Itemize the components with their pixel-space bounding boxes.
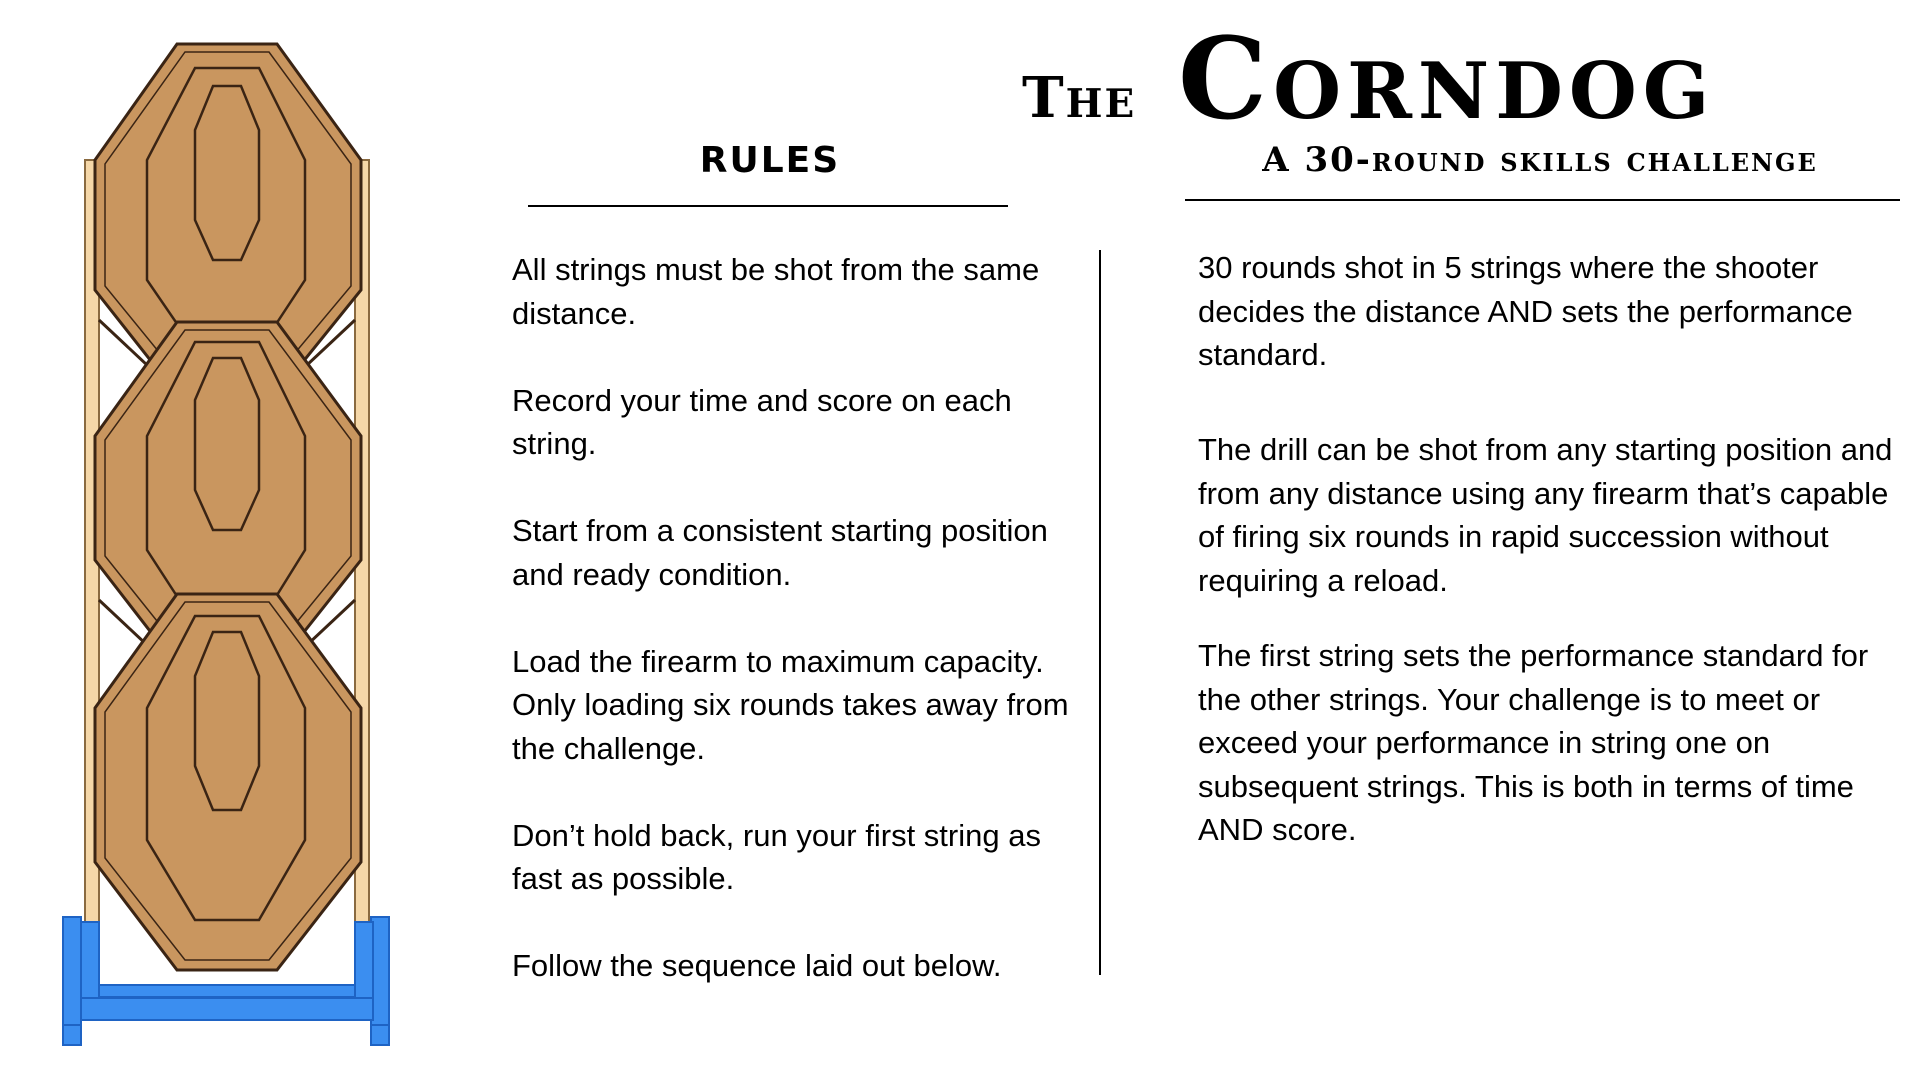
title-block xyxy=(1010,14,1890,145)
rule-item: Load the firearm to maximum capacity. Only loading six rounds takes away from the challenge. xyxy=(512,643,1069,766)
rule-item: Follow the sequence laid out below. xyxy=(512,948,1002,983)
column-divider xyxy=(1099,250,1101,975)
subtitle-underline xyxy=(1185,199,1900,201)
target-bottom xyxy=(95,594,361,970)
description-paragraph: The drill can be shot from any starting position and from any distance using any firearm that’s capable of firing six rounds in rapid succession without requiring a reload. xyxy=(1198,432,1893,598)
title-main: Corndog xyxy=(1178,14,1716,145)
rule-item: Start from a consistent starting position and ready condition. xyxy=(512,513,1048,592)
rules-list xyxy=(512,248,1072,1031)
title-prefix: The xyxy=(1022,65,1137,131)
rules-underline xyxy=(528,205,1008,207)
description-paragraph: The first string sets the performance standard for the other strings. Your challenge is to meet or exceed your performance in string one on subsequent strings. This is both in terms of time AND score. xyxy=(1198,638,1869,847)
target-stand-illustration xyxy=(55,40,405,1050)
rules-heading: RULES xyxy=(699,140,841,181)
rule-item: Don’t hold back, run your first string as fast as possible. xyxy=(512,817,1041,896)
rule-item: Record your time and score on each string. xyxy=(512,382,1012,461)
rule-item: All strings must be shot from the same distance. xyxy=(512,252,1040,331)
description-paragraph: 30 rounds shot in 5 strings where the shooter decides the distance AND sets the performance standard. xyxy=(1198,250,1853,372)
subtitle: A 30-round skills challenge xyxy=(1262,140,1818,180)
